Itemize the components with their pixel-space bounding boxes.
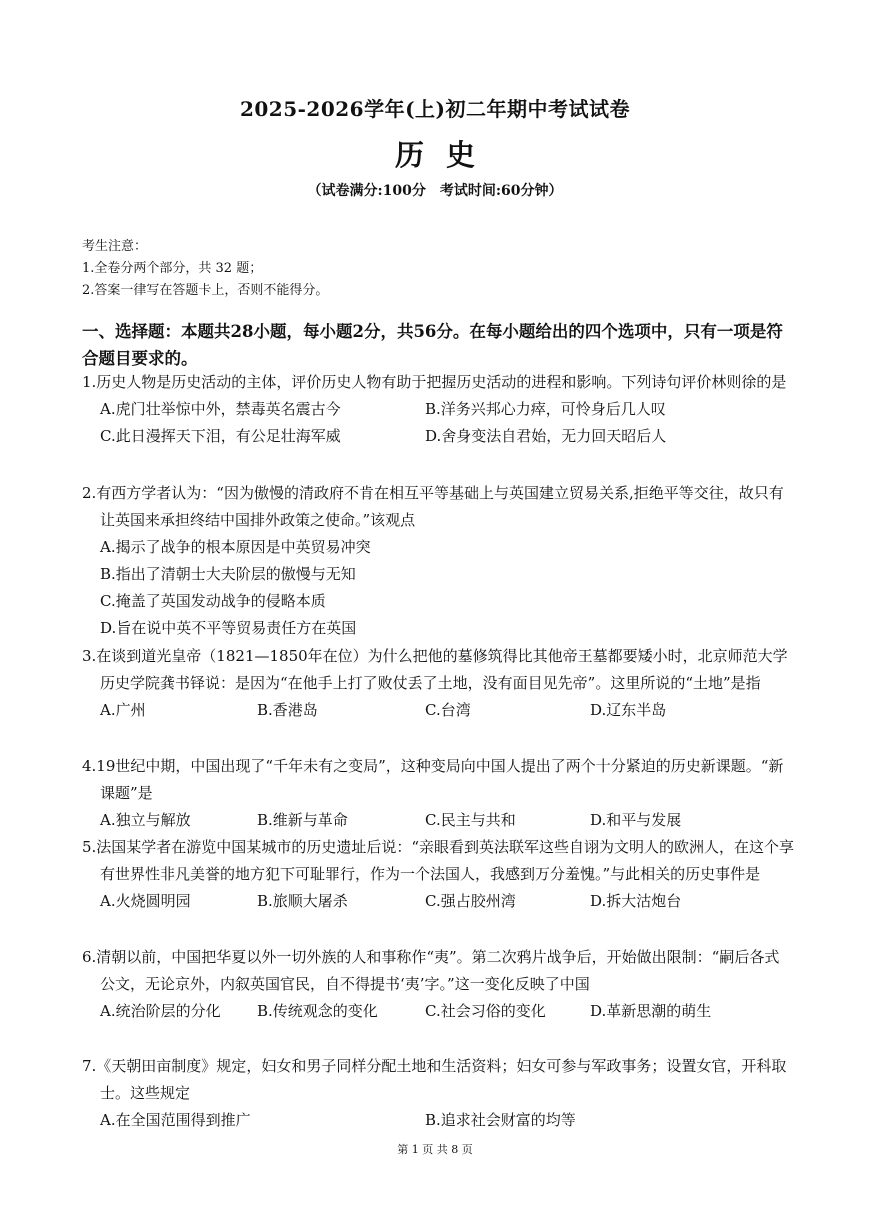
option-d: D.舍身变法自君始，无力回天昭后人 (425, 427, 667, 445)
notes-item: 1.全卷分两个部分，共 32 题； (82, 261, 263, 276)
option-b: B.传统观念的变化 (257, 1002, 378, 1020)
question-stem: 1.历史人物是历史活动的主体，评价历史人物有助于把握历史活动的进程和影响。下列诗句评价林则徐的是 (82, 373, 787, 391)
question-stem: 7.《天朝田亩制度》规定，妇女和男子同样分配土地和生活资料；妇女可参与军政事务；设置女官，开科取士。这些规定 (82, 1057, 787, 1102)
question-4 (82, 753, 794, 834)
option-d: D.拆大沽炮台 (590, 892, 682, 910)
option-row (82, 998, 794, 1025)
option-row (82, 697, 794, 724)
option-a: A.统治阶层的分化 (100, 1002, 221, 1020)
question-stem: 3.在谈到道光皇帝（1821—1850年在位）为什么把他的墓修筑得比其他帝王墓都要矮小时，北京师范大学历史学院龚书铎说：是因为“在他手上打了败仗丢了土地，没有面目见先帝”。这里所说的“土地”是指 (82, 647, 788, 692)
option-row (82, 1107, 794, 1134)
question-stem: 2.有西方学者认为：“因为傲慢的清政府不肯在相互平等基础上与英国建立贸易关系,拒绝平等交往，故只有让英国来承担终结中国排外政策之使命。”该观点 (82, 484, 784, 529)
option-d: D.和平与发展 (590, 811, 682, 829)
question-6 (82, 944, 794, 1025)
subject-title: 历史 (394, 138, 497, 172)
question-7 (82, 1053, 794, 1134)
option-c: C.台湾 (425, 701, 471, 719)
option-b: B.香港岛 (257, 701, 318, 719)
option-a: A.独立与解放 (100, 811, 191, 829)
option-b: B.旅顺大屠杀 (257, 892, 348, 910)
option-row (82, 396, 794, 423)
option-row (82, 423, 794, 450)
option-c: C.强占胶州湾 (425, 892, 516, 910)
notes-heading: 考生注意： (82, 239, 148, 254)
option-row (82, 807, 794, 834)
option-a: A.在全国范围得到推广 (100, 1111, 251, 1129)
option-a: A.虎门壮举惊中外，禁毒英名震古今 (100, 400, 341, 418)
question-5 (82, 834, 794, 915)
option-b: B.追求社会财富的均等 (425, 1111, 576, 1129)
question-1 (82, 369, 794, 450)
option-d: D.旨在说中英不平等贸易责任方在英国 (100, 619, 357, 637)
question-stem: 6.清朝以前，中国把华夏以外一切外族的人和事称作“夷”。第二次鸦片战争后，开始做出限制：“嗣后各式公文，无论京外，内叙英国官民，自不得提书‘夷’字。”这一变化反映了中国 (82, 948, 780, 993)
option-c: C.社会习俗的变化 (425, 1002, 546, 1020)
option-d: D.革新思潮的萌生 (590, 1002, 712, 1020)
section-heading: 一、选择题：本题共28小题，每小题2分，共56分。在每小题给出的四个选项中，只有一项是符合题目要求的。 (82, 322, 783, 368)
question-2 (82, 480, 794, 642)
page-number: 第 1 页 共 8 页 (397, 1143, 473, 1156)
option-row (82, 888, 794, 915)
option-c: C.民主与共和 (425, 811, 516, 829)
option-b: B.洋务兴邦心力瘁，可怜身后几人叹 (425, 400, 666, 418)
option-a: A.广州 (100, 701, 146, 719)
option-c: C.此日漫挥天下泪，有公足壮海军威 (100, 427, 341, 445)
option-b: B.指出了清朝士大夫阶层的傲慢与无知 (100, 565, 356, 583)
question-stem: 5.法国某学者在游览中国某城市的历史遗址后说：“亲眼看到英法联军这些自诩为文明人的欧洲人，在这个享有世界性非凡美誉的地方犯下可耻罪行，作为一个法国人，我感到万分羞愧。”与此相关的历史事件是 (82, 838, 794, 883)
option-a: A.揭示了战争的根本原因是中英贸易冲突 (100, 538, 371, 556)
option-d: D.辽东半岛 (590, 701, 667, 719)
exam-title: 2025-2026学年(上)初二年期中考试试卷 (239, 97, 631, 121)
exam-meta: （试卷满分:100分 考试时间:60分钟） (307, 183, 563, 199)
question-3 (82, 643, 794, 724)
candidate-notes (82, 236, 328, 302)
option-c: C.掩盖了英国发动战争的侵略本质 (100, 592, 326, 610)
notes-item: 2.答案一律写在答题卡上，否则不能得分。 (82, 283, 329, 298)
option-b: B.维新与革命 (257, 811, 348, 829)
question-stem: 4.19世纪中期，中国出现了“千年未有之变局”，这种变局向中国人提出了两个十分紧迫的历史新课题。“新课题”是 (82, 757, 784, 802)
option-a: A.火烧圆明园 (100, 892, 191, 910)
